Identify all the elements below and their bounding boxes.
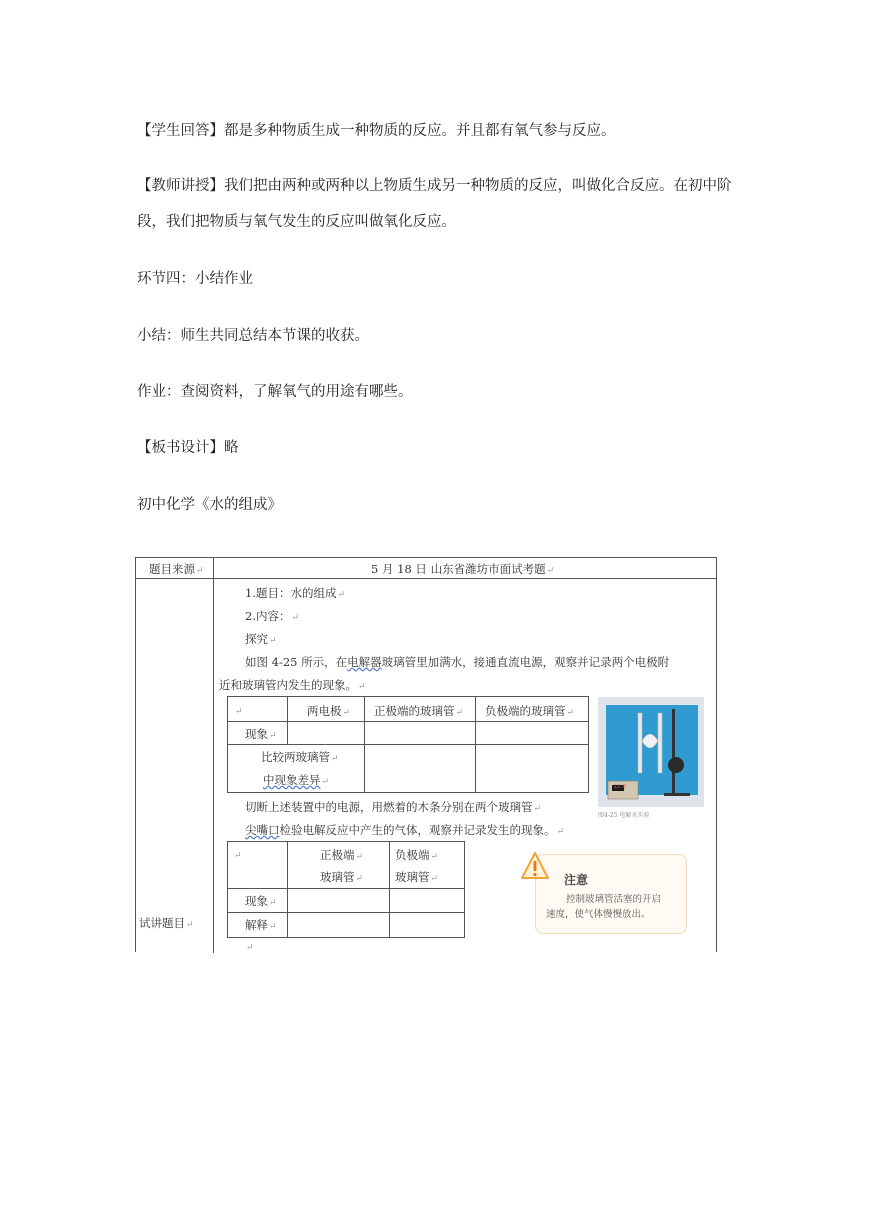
question-line-1: 1.题目：水的组成↵ — [245, 586, 346, 600]
table1-header-negative-tube: 负极端的玻璃管↵ — [485, 704, 575, 718]
summary-paragraph: 小结：师生共同总结本节课的收获。 — [137, 328, 369, 344]
electrolysis-apparatus-photo — [598, 697, 704, 807]
exam-question-scan — [135, 557, 717, 953]
table1-row-line-2 — [228, 744, 588, 745]
table1-col-line-2 — [364, 697, 365, 792]
scan-header-divider — [135, 578, 716, 579]
table1-row-compare-a: 比较两玻璃管↵ — [261, 750, 339, 764]
table2-row-line-1 — [228, 888, 464, 889]
table2-header-negative-a: 负极端↵ — [395, 848, 439, 862]
table1-header-positive-tube: 正极端的玻璃管↵ — [374, 704, 464, 718]
table2-col-line-1 — [287, 842, 288, 937]
table2-row-explanation: 解释↵ — [245, 918, 277, 932]
scan-column-divider — [213, 557, 214, 953]
topic-title: 初中化学《水的组成》 — [137, 497, 282, 513]
question-line-7: 尖嘴口检验电解反应中产生的气体，观察并记录发生的现象。↵ — [245, 823, 565, 837]
board-design-paragraph: 【板书设计】略 — [137, 440, 239, 456]
table2-header-blank: ↵ — [234, 851, 242, 861]
homework-paragraph: 作业：查阅资料，了解氧气的用途有哪些。 — [137, 384, 413, 400]
warning-icon — [520, 851, 550, 881]
caution-text-line-1: 控制玻璃管活塞的开启 — [566, 894, 662, 905]
table1-row-compare-b: 中现象差异↵ — [263, 773, 330, 787]
question-line-5: 近和玻璃管内发生的现象。↵ — [219, 678, 366, 692]
table2-col-line-2 — [389, 842, 390, 937]
device-readout: 12.0 — [614, 784, 627, 790]
table2-header-positive-b: 玻璃管↵ — [320, 870, 364, 884]
question-line-2: 2.内容：↵ — [245, 609, 300, 623]
table1-header-blank: ↵ — [235, 707, 243, 717]
electrolysis-apparatus-icon — [598, 697, 704, 807]
trial-label: 试讲题目↵ — [139, 916, 194, 930]
trailing-mark: ↵ — [246, 943, 254, 953]
caution-title: 注意 — [564, 873, 589, 887]
source-label: 题目来源↵ — [149, 562, 204, 576]
caution-text-line-2: 速度，使气体慢慢放出。 — [546, 909, 651, 920]
question-line-3: 探究↵ — [245, 632, 277, 646]
table1-header-electrodes: 两电极↵ — [307, 704, 351, 718]
student-answer-paragraph: 【学生回答】都是多种物质生成一种物质的反应。并且都有氧气参与反应。 — [137, 123, 616, 139]
table2-header-negative-b: 玻璃管↵ — [395, 870, 439, 884]
table2-row-line-2 — [228, 912, 464, 913]
caution-box — [535, 854, 687, 934]
table2-header-positive-a: 正极端↵ — [320, 848, 364, 862]
table2-row-phenomenon: 现象↵ — [245, 894, 277, 908]
source-value: 5 月 18 日 山东省潍坊市面试考题↵ — [371, 562, 555, 576]
question-line-6: 切断上述装置中的电源，用燃着的木条分别在两个玻璃管↵ — [245, 800, 542, 814]
table1-col-line-3 — [475, 697, 476, 792]
table1-col-line-1 — [287, 697, 288, 745]
section-four-heading: 环节四：小结作业 — [137, 271, 253, 287]
teacher-explain-paragraph: 【教师讲授】我们把由两种或两种以上物质生成另一种物质的反应，叫做化合反应。在初中阶段，我们把物质与氧气发生的反应叫做氧化反应。 — [137, 178, 732, 230]
figure-caption: 图4-25 电解水实验 — [598, 812, 650, 819]
table1-row-line-1 — [228, 721, 588, 722]
question-line-4: 如图 4-25 所示，在电解器玻璃管里加满水，接通直流电源，观察并记录两个电极附 — [245, 655, 670, 669]
table1-row-phenomenon: 现象↵ — [245, 727, 277, 741]
